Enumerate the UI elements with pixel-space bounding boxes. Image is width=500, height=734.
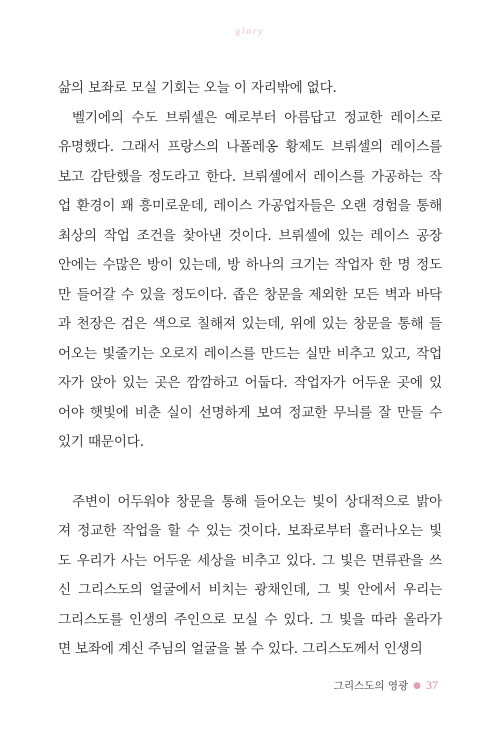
text-line: 보고 감탄했을 정도라고 한다. 브뤼셀에서 레이스를 가공하는 작 — [58, 168, 442, 185]
text-line: 유명했다. 그래서 프랑스의 나폴레옹 황제도 브뤼셀의 레이스를 — [58, 139, 442, 155]
text-line: 도 우리가 사는 어두운 세상을 비추고 있다. 그 빛은 면류관을 쓰 — [58, 552, 442, 569]
text-line: 신 그리스도의 얼굴에서 비치는 광채인데, 그 빛 안에서 우리는 — [58, 582, 442, 598]
body-text — [58, 74, 442, 665]
footer-bullet-icon: ● — [413, 680, 421, 691]
text-line: 어오는 빛줄기는 오로지 레이스를 만드는 실만 비추고 있고, 작업 — [58, 345, 442, 362]
text-line: 과 천장은 검은 색으로 칠해져 있는데, 위에 있는 창문을 통해 들 — [58, 316, 442, 332]
text-line: 어야 햇빛에 비춘 실이 선명하게 보여 정교한 무늬를 잘 만들 수 — [58, 404, 442, 421]
paragraph — [58, 104, 442, 458]
text-line: 그리스도를 인생의 주인으로 모실 수 있다. 그 빛을 따라 올라가 — [58, 611, 442, 628]
paragraph — [58, 488, 442, 665]
page-number: 37 — [426, 678, 438, 692]
text-line: 있기 때문이다. — [58, 434, 144, 450]
paragraph-gap — [58, 458, 442, 488]
text-line: 삶의 보좌로 모실 기회는 오늘 이 자리밖에 없다. — [58, 80, 337, 96]
text-line: 자가 앉아 있는 곳은 깜깜하고 어둡다. 작업자가 어두운 곳에 있 — [58, 375, 442, 391]
text-line: 만 들어갈 수 있을 정도이다. 좁은 창문을 제외한 모든 벽과 바닥 — [58, 286, 442, 303]
footer-book-title: 그리스도의 영광 — [333, 680, 409, 692]
text-line: 져 정교한 작업을 할 수 있는 것이다. 보좌로부터 흘러나오는 빛 — [58, 523, 442, 539]
text-line: 안에는 수많은 방이 있는데, 방 하나의 크기는 작업자 한 명 정도 — [58, 257, 442, 273]
running-header: glory — [235, 26, 265, 36]
paragraph — [58, 74, 442, 104]
text-line: 주변이 어두워야 창문을 통해 들어오는 빛이 상대적으로 밝아 — [72, 493, 442, 510]
text-line: 최상의 작업 조건을 찾아낸 것이다. 브뤼셀에 있는 레이스 공장 — [58, 227, 442, 244]
text-line: 면 보좌에 계신 주님의 얼굴을 볼 수 있다. 그리스도께서 인생의 — [58, 641, 423, 657]
text-line: 업 환경이 꽤 흥미로운데, 레이스 가공업자들은 오랜 경험을 통해 — [58, 198, 442, 214]
text-line: 벨기에의 수도 브뤼셀은 예로부터 아름답고 정교한 레이스로 — [72, 109, 442, 126]
page-footer — [334, 678, 438, 693]
